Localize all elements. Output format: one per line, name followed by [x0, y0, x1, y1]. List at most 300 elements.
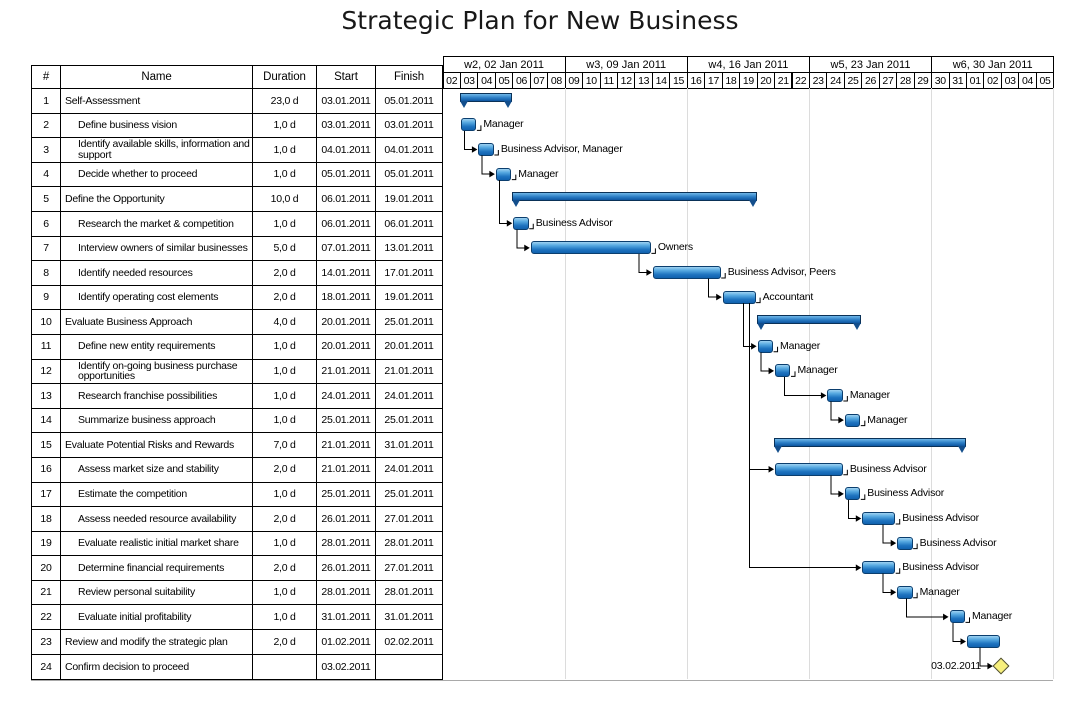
day-header: 17	[704, 72, 722, 89]
gantt-bar	[653, 266, 721, 279]
week-header: w6, 30 Jan 2011	[931, 56, 1054, 73]
task-finish-date: 25.01.2011	[384, 488, 434, 501]
dependency-line	[907, 598, 944, 617]
resource-label: Business Advisor, Peers	[727, 266, 836, 278]
task-name: Evaluate Business Approach	[61, 310, 253, 334]
task-number: 24	[32, 655, 61, 680]
task-start-date: 31.01.2011	[317, 605, 376, 629]
gantt-bar	[827, 389, 842, 402]
label-bracket	[756, 298, 760, 303]
gantt-bar	[496, 168, 511, 181]
task-duration: 23,0 d	[253, 89, 317, 113]
task-number: 10	[32, 310, 61, 334]
task-duration: 1,0 d	[253, 212, 317, 236]
label-bracket	[861, 494, 865, 499]
day-header: 23	[809, 72, 827, 89]
task-finish-date: 31.01.2011	[384, 438, 434, 451]
table-row	[32, 384, 442, 409]
week-header: w5, 23 Jan 2011	[809, 56, 932, 73]
task-number: 12	[32, 360, 61, 384]
gantt-bar	[531, 241, 651, 254]
day-header: 04	[477, 72, 495, 89]
resource-label: Manager	[867, 413, 908, 426]
dependency-line	[517, 229, 525, 248]
day-header: 20	[757, 72, 775, 89]
task-start-date: 25.01.2011	[317, 483, 376, 507]
summary-bar	[774, 438, 966, 447]
task-finish-date: 02.02.2011	[384, 635, 434, 648]
summary-bar-end	[757, 323, 765, 330]
task-duration	[253, 655, 317, 680]
table-row	[32, 581, 442, 606]
dependency-arrowhead	[472, 146, 478, 153]
dependency-line	[499, 180, 507, 223]
week-header: w2, 02 Jan 2011	[443, 56, 566, 73]
table-row	[32, 556, 442, 581]
dependency-arrowhead	[646, 269, 652, 276]
task-finish-date: 20.01.2011	[384, 340, 434, 353]
day-header: 04	[1018, 72, 1036, 89]
day-header: 02	[443, 72, 461, 89]
resource-label: Owners	[657, 241, 693, 254]
task-duration: 1,0 d	[253, 532, 317, 556]
table-row	[32, 335, 442, 360]
dependency-arrowhead	[856, 515, 862, 522]
task-finish-date: 05.01.2011	[384, 168, 434, 181]
label-bracket	[774, 347, 778, 352]
header-col-duration: Duration	[253, 66, 317, 88]
day-header: 28	[896, 72, 914, 89]
task-number: 4	[32, 163, 61, 187]
task-start-date: 21.01.2011	[317, 433, 376, 457]
gantt-bar	[845, 414, 860, 427]
label-bracket	[721, 273, 725, 278]
task-finish-date: 13.01.2011	[384, 242, 434, 255]
task-name: Evaluate Potential Risks and Rewards	[61, 433, 253, 457]
header-col-name: Name	[61, 66, 253, 88]
task-finish-date: 21.01.2011	[384, 365, 434, 378]
task-name: Review personal suitability	[61, 581, 253, 605]
header-col-finish: Finish	[393, 71, 425, 83]
summary-bar-end	[512, 200, 520, 207]
label-bracket	[896, 568, 900, 573]
label-bracket	[494, 150, 498, 155]
task-number: 23	[32, 630, 61, 654]
day-header: 21	[774, 72, 792, 89]
dependency-line	[482, 156, 490, 175]
summary-bar-end	[460, 101, 468, 108]
week-gridline	[687, 88, 688, 679]
task-number: 7	[32, 237, 61, 261]
day-header: 18	[722, 72, 740, 89]
dependency-arrowhead	[891, 540, 897, 547]
task-start-date: 06.01.2011	[317, 212, 376, 236]
resource-label: Manager	[972, 610, 1013, 623]
table-row	[32, 114, 442, 139]
dependency-line	[709, 279, 717, 298]
day-header: 11	[600, 72, 618, 89]
task-duration: 5,0 d	[253, 237, 317, 261]
summary-bar-end	[853, 323, 861, 330]
task-finish-date: 17.01.2011	[384, 266, 434, 279]
task-finish-date: 24.01.2011	[384, 389, 434, 402]
milestone-date-label: 03.02.2011	[931, 659, 981, 672]
task-start-date: 03.01.2011	[317, 114, 376, 138]
task-duration: 2,0 d	[253, 507, 317, 531]
dependency-arrowhead	[769, 466, 775, 473]
table-row	[32, 138, 442, 163]
dependency-line	[639, 254, 647, 273]
day-header: 29	[914, 72, 932, 89]
task-duration: 2,0 d	[253, 261, 317, 285]
summary-bar-end	[504, 101, 512, 108]
table-row	[32, 286, 442, 311]
table-row	[32, 187, 442, 212]
table-row	[32, 507, 442, 532]
task-name: Research franchise possibilities	[61, 384, 253, 408]
task-finish-date: 04.01.2011	[384, 143, 434, 156]
dependency-line	[953, 623, 961, 642]
task-name: Research the market & competition	[61, 212, 253, 236]
gantt-bar	[723, 291, 756, 304]
task-finish-date	[376, 655, 442, 680]
day-header: 24	[826, 72, 844, 89]
label-bracket	[861, 421, 865, 426]
task-finish-date: 27.01.2011	[384, 512, 434, 525]
summary-bar	[757, 315, 862, 324]
task-duration: 1,0 d	[253, 138, 317, 162]
task-finish-date: 25.01.2011	[384, 315, 434, 328]
task-name: Summarize business approach	[61, 409, 253, 433]
dependency-arrowhead	[507, 220, 513, 227]
task-start-date: 03.01.2011	[317, 89, 376, 113]
task-finish-date: 06.01.2011	[384, 217, 434, 230]
resource-label: Manager	[518, 167, 559, 180]
task-name: Self-Assessment	[61, 89, 253, 113]
day-header: 25	[844, 72, 862, 89]
task-table	[31, 65, 443, 680]
task-duration: 1,0 d	[253, 335, 317, 359]
label-bracket	[966, 617, 970, 622]
task-duration: 1,0 d	[253, 409, 317, 433]
label-bracket	[651, 248, 655, 253]
task-number: 19	[32, 532, 61, 556]
task-start-date: 21.01.2011	[317, 360, 376, 384]
task-start-date: 04.01.2011	[317, 138, 376, 162]
task-number: 18	[32, 507, 61, 531]
chart-bottom-rule	[31, 680, 1053, 681]
dependency-line	[831, 402, 839, 421]
dependency-arrowhead	[524, 245, 530, 252]
task-finish-date: 28.01.2011	[384, 586, 434, 599]
task-start-date: 05.01.2011	[317, 163, 376, 187]
table-row	[32, 237, 442, 262]
task-finish-date: 03.01.2011	[384, 119, 434, 132]
resource-label: Business Advisor	[902, 512, 979, 524]
task-name: Define new entity requirements	[61, 335, 253, 359]
day-header: 16	[687, 72, 705, 89]
task-duration: 1,0 d	[253, 114, 317, 138]
task-finish-date: 19.01.2011	[384, 291, 434, 304]
header-col-number: #	[32, 66, 61, 88]
gantt-bar	[862, 561, 895, 574]
dependency-arrowhead	[769, 368, 775, 375]
label-bracket	[843, 470, 847, 475]
task-start-date: 07.01.2011	[317, 237, 376, 261]
resource-label: Business Advisor	[849, 462, 927, 475]
dependency-arrowhead	[716, 294, 722, 301]
task-number: 6	[32, 212, 61, 236]
gantt-bar	[862, 512, 895, 525]
dependency-line	[831, 475, 839, 494]
gantt-bar	[461, 118, 476, 131]
day-header: 12	[617, 72, 635, 89]
table-row	[32, 89, 442, 114]
task-finish-date: 28.01.2011	[384, 537, 434, 550]
task-name: Determine financial requirements	[61, 556, 253, 580]
gantt-bar	[967, 635, 1000, 648]
week-gridline	[565, 88, 566, 679]
resource-label: Manager	[919, 585, 960, 598]
task-number: 1	[32, 89, 61, 113]
resource-label: Accountant	[762, 290, 814, 303]
gantt-bar	[758, 340, 773, 353]
task-number: 15	[32, 433, 61, 457]
dependency-arrowhead	[891, 589, 897, 596]
summary-bar	[512, 192, 756, 201]
day-header: 01	[966, 72, 984, 89]
task-number: 5	[32, 187, 61, 211]
task-number: 22	[32, 605, 61, 629]
week-header: w3, 09 Jan 2011	[565, 56, 688, 73]
day-header: 30	[931, 72, 949, 89]
summary-bar-end	[749, 200, 757, 207]
task-duration: 2,0 d	[253, 458, 317, 482]
task-duration: 1,0 d	[253, 360, 317, 384]
task-start-date: 03.02.2011	[317, 655, 376, 680]
dependency-line	[848, 500, 856, 519]
day-header: 13	[634, 72, 652, 89]
task-duration: 1,0 d	[253, 483, 317, 507]
task-name: Evaluate initial profitability	[61, 605, 253, 629]
day-header: 22	[792, 72, 810, 89]
task-duration: 1,0 d	[253, 163, 317, 187]
day-header: 05	[495, 72, 513, 89]
gantt-bar	[950, 610, 965, 623]
table-row	[32, 655, 442, 680]
resource-label: Manager	[797, 364, 838, 377]
week-gridline	[1053, 88, 1054, 679]
day-header: 26	[861, 72, 879, 89]
chart-title: Strategic Plan for New Business	[341, 6, 739, 35]
summary-bar-end	[774, 446, 782, 453]
task-number: 14	[32, 409, 61, 433]
dependency-line	[464, 131, 472, 150]
task-name: Define business vision	[61, 114, 253, 138]
table-row	[32, 532, 442, 557]
label-bracket	[913, 544, 917, 549]
label-bracket	[913, 593, 917, 598]
table-row	[32, 261, 442, 286]
resource-label: Manager	[849, 389, 890, 401]
task-number: 16	[32, 458, 61, 482]
day-header: 09	[565, 72, 583, 89]
resource-label: Business Advisor	[919, 536, 997, 549]
dependency-line	[761, 352, 769, 371]
task-number: 3	[32, 138, 61, 162]
task-start-date: 26.01.2011	[317, 556, 376, 580]
task-duration: 1,0 d	[253, 581, 317, 605]
table-row	[32, 630, 442, 655]
dependency-arrowhead	[856, 564, 862, 571]
task-start-date: 18.01.2011	[317, 286, 376, 310]
task-name: Estimate the competition	[61, 483, 253, 507]
dependency-arrowhead	[838, 491, 844, 498]
task-number: 9	[32, 286, 61, 310]
task-start-date: 28.01.2011	[317, 581, 376, 605]
task-duration: 7,0 d	[253, 433, 317, 457]
task-duration: 4,0 d	[253, 310, 317, 334]
resource-label: Business Advisor, Manager	[500, 143, 623, 155]
dependency-arrowhead	[838, 417, 844, 424]
day-header: 03	[460, 72, 478, 89]
dependency-arrowhead	[961, 638, 967, 645]
task-table-header	[32, 66, 442, 89]
task-name: Decide whether to proceed	[61, 163, 253, 187]
dependency-arrowhead	[821, 392, 827, 399]
task-start-date: 24.01.2011	[317, 384, 376, 408]
gantt-bar	[513, 217, 528, 230]
dependency-arrowhead	[751, 343, 757, 350]
week-header: w4, 16 Jan 2011	[687, 56, 810, 73]
task-start-date: 01.02.2011	[317, 630, 376, 654]
task-name: Confirm decision to proceed	[61, 655, 253, 680]
gantt-bar	[478, 143, 493, 156]
dependency-line	[883, 574, 891, 593]
day-header: 07	[530, 72, 548, 89]
day-header: 05	[1036, 72, 1054, 89]
resource-label: Manager	[780, 339, 821, 352]
gantt-bar	[897, 586, 912, 599]
task-finish-date: 19.01.2011	[384, 192, 434, 205]
task-name: Identify operating cost elements	[61, 286, 253, 310]
gantt-bar	[845, 487, 860, 500]
label-bracket	[896, 519, 900, 524]
task-duration: 2,0 d	[253, 630, 317, 654]
dependency-line	[883, 525, 891, 544]
dependency-arrowhead	[489, 171, 495, 178]
task-duration: 2,0 d	[253, 556, 317, 580]
day-header: 15	[669, 72, 687, 89]
table-row	[32, 163, 442, 188]
task-finish-date: 25.01.2011	[384, 414, 434, 427]
task-duration: 10,0 d	[253, 187, 317, 211]
day-header: 14	[652, 72, 670, 89]
task-finish-date: 24.01.2011	[384, 463, 434, 476]
label-bracket	[529, 224, 533, 229]
resource-label: Business Advisor	[902, 561, 979, 574]
task-name: Interview owners of similar businesses	[61, 237, 253, 261]
table-row	[32, 433, 442, 458]
task-name: Identify available skills, information and support	[61, 138, 253, 162]
gantt-bar	[897, 537, 912, 550]
task-start-date: 20.01.2011	[317, 335, 376, 359]
task-name: Assess needed resource availability	[61, 507, 253, 531]
task-start-date: 26.01.2011	[317, 507, 376, 531]
summary-bar-end	[958, 446, 966, 453]
table-row	[32, 310, 442, 335]
task-name: Define the Opportunity	[61, 187, 253, 211]
task-name: Identify needed resources	[61, 261, 253, 285]
week-gridline	[809, 88, 810, 679]
gantt-bar	[775, 364, 790, 377]
header-col-start: Start	[317, 66, 376, 88]
day-header: 06	[512, 72, 530, 89]
task-duration: 2,0 d	[253, 286, 317, 310]
task-number: 20	[32, 556, 61, 580]
task-start-date: 14.01.2011	[317, 261, 376, 285]
day-header: 31	[949, 72, 967, 89]
task-finish-date: 05.01.2011	[384, 94, 434, 107]
task-name: Identify on-going business purchase opportunities	[61, 360, 253, 384]
task-table-body	[32, 89, 442, 679]
table-row	[32, 212, 442, 237]
day-header: 08	[547, 72, 565, 89]
resource-label: Manager	[483, 118, 524, 131]
task-start-date: 25.01.2011	[317, 409, 376, 433]
task-number: 21	[32, 581, 61, 605]
day-header: 02	[983, 72, 1001, 89]
day-header: 19	[739, 72, 757, 89]
table-row	[32, 458, 442, 483]
resource-label: Business Advisor	[867, 487, 945, 500]
dependency-line	[744, 303, 752, 346]
table-row	[32, 605, 442, 630]
task-name: Assess market size and stability	[61, 458, 253, 482]
table-row	[32, 483, 442, 508]
task-start-date: 28.01.2011	[317, 532, 376, 556]
task-name: Evaluate realistic initial market share	[61, 532, 253, 556]
task-start-date: 20.01.2011	[317, 310, 376, 334]
table-row	[32, 360, 442, 385]
label-bracket	[477, 125, 481, 130]
task-number: 2	[32, 114, 61, 138]
day-header: 10	[582, 72, 600, 89]
task-name: Review and modify the strategic plan	[61, 630, 253, 654]
resource-label: Business Advisor	[535, 216, 613, 229]
day-header: 27	[879, 72, 897, 89]
task-start-date: 21.01.2011	[317, 458, 376, 482]
task-number: 8	[32, 261, 61, 285]
task-finish-date: 31.01.2011	[384, 611, 434, 624]
dependency-arrowhead	[943, 614, 949, 621]
task-number: 11	[32, 335, 61, 359]
gantt-bar	[775, 463, 843, 476]
task-start-date: 06.01.2011	[317, 187, 376, 211]
task-number: 13	[32, 384, 61, 408]
task-duration: 1,0 d	[253, 384, 317, 408]
milestone-diamond	[992, 658, 1009, 675]
task-number: 17	[32, 483, 61, 507]
day-header: 03	[1001, 72, 1019, 89]
task-finish-date: 27.01.2011	[384, 561, 434, 574]
label-bracket	[512, 175, 516, 180]
task-duration: 1,0 d	[253, 605, 317, 629]
label-bracket	[791, 371, 795, 376]
table-row	[32, 409, 442, 434]
dependency-line	[785, 377, 822, 396]
label-bracket	[843, 396, 847, 401]
